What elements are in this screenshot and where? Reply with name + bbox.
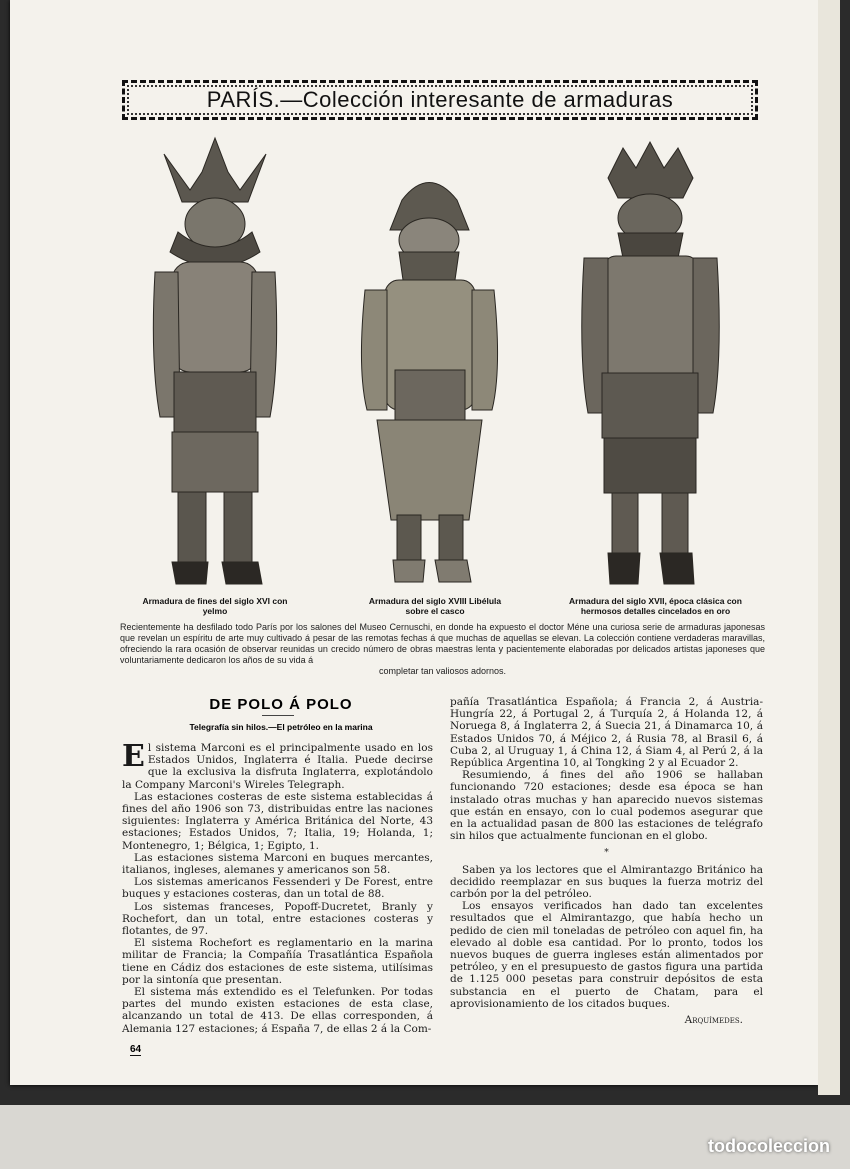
page-number: 64 — [130, 1044, 142, 1055]
next-page-edge — [818, 0, 840, 1095]
page-title: PARÍS.—Colección interesante de armaduras — [206, 87, 674, 112]
paragraph: Los ensayos verificados han dado tan excelentes resultados que el Almirantazgo, que había hecho un pedido de cien mil toneladas de petróleo con aquel fin, ha elevado al doble esa cantidad. Por lo pronto, todos los nuevos buques de guerra ingleses están alimentados por petróleo, y en el presupuesto de gastos figura una partida de 1.125 000 pesetas para construir depósitos de esta substancia en el puerto de Chatam, para el aprovisionamiento de los citados buques. — [450, 900, 763, 1010]
title-ornament — [262, 715, 294, 719]
samurai-armor-icon — [582, 142, 720, 584]
paragraph: Resumiendo, á fines del año 1906 se hallaban funcionando 720 estaciones; desde esa época se han instalado otras muchas y han aparecido nuevos sistemas que están en ensayo, con lo cual podemos asegurar que en la actualidad pasan de 800 las estaciones de telégrafo sin hilos que actualmente funcionan en el globo. — [450, 769, 763, 843]
armor-figure-2 — [357, 170, 502, 590]
armor-figure-3 — [578, 138, 723, 588]
paragraph: Las estaciones costeras de este sistema establecidas á fines del año 1906 son 73, distribuidas entre las naciones siguientes: Inglaterra y América Británica del Norte, 43 estaciones; Estados Unidos, 7; Italia, 19; Holanda, 1; Montenegro, 1; Bélgica, 1; Egipto, 1. — [122, 790, 433, 852]
paragraph: El sistema Marconi es el principalmente usado en los Estados Unidos, Inglaterra é Italia. Puede decirse que la exclusiva la disfruta Inglaterra, explotándolo la Company Marconi's Wireles Telegraph. — [122, 739, 433, 791]
samurai-armor-icon — [361, 183, 497, 583]
paragraph: pañía Trasatlántica Española; á Francia 2, á Austria-Hungría 22, á Portugal 2, á Turquía 2, á Holanda 12, á Noruega 8, á Inglaterra 2, á Suecia 21, á Dinamarca 10, á Estados Unidos 70, á Méjico 2, á Rusia 78, al Brasil 6, á Cuba 2, al Uruguay 1, á China 12, á Siam 4, al Perú 2, á la República Argentina 10, al Tongking 2 y al Ecuador 2. — [450, 696, 763, 770]
intro-paragraph — [120, 622, 765, 677]
paragraph: El sistema Rochefort es reglamentario en la marina militar de Francia; la Compañía Trasatlántica Española tiene en Cádiz dos estaciones de este sistema, utilísimas por la sintonía que presentan. — [122, 937, 433, 986]
intro-body: Recientemente ha desfilado todo París por los salones del Museo Cernuschi, en donde ha expuesto el doctor Méne una curiosa serie de armaduras japonesas que revelan un espíritu de arte muy cultivado á pesar de las remotas fechas á que muchas de aquellas se elevan. La colección contiene verdaderas maravillas, ofreciendo la rara ocasión de observar reunidas un crecido número de obras maestras lenta y pacientemente elaboradas por delicados artistas japoneses que voluntariamente dedicaron los años de su vida á — [120, 622, 765, 665]
figure-caption-3: Armadura del siglo XVII, época clásica con hermosos detalles cincelados en oro — [569, 596, 742, 616]
article-column-left — [122, 739, 433, 1035]
watermark: todocoleccion — [707, 1136, 830, 1156]
paragraph: Las estaciones sistema Marconi en buques mercantes, italianos, ingleses, alemanes y americanos son 58. — [122, 851, 433, 877]
figure-caption-2: Armadura del siglo XVIII Libélula sobre el casco — [368, 596, 502, 616]
header-frame — [122, 80, 758, 120]
paragraph: El sistema más extendido es el Telefunken. Por todas partes del mundo existen estaciones de esta clase, alcanzando un total de 413. De ellas corresponden, á Alemania 127 estaciones; á España 7, de ellas 2 á la Com- — [122, 986, 433, 1035]
article-title: DE POLO Á POLO — [209, 696, 353, 713]
intro-last-line: completar tan valiosos adornos. — [378, 666, 507, 676]
paragraph: Los sistemas franceses, Popoff-Ducretet, Branly y Rochefort, dan un total, entre estaciones costeras y flotantes, de 97. — [122, 900, 433, 938]
paragraph: Los sistemas americanos Fessenderi y De Forest, entre buques y estaciones costeras, dan un total de 88. — [122, 876, 433, 901]
figure-caption-1: Armadura de fines del siglo XVI con yelmo — [142, 596, 288, 616]
section-separator: * — [604, 848, 609, 859]
drop-cap: E — [122, 739, 145, 774]
article-subtitle: Telegrafía sin hilos.—El petróleo en la marina — [189, 722, 373, 732]
samurai-armor-icon — [153, 138, 276, 584]
armor-figure-1 — [150, 132, 280, 587]
article-column-right — [450, 696, 763, 1026]
author-signature: Arquímedes. — [684, 1014, 743, 1027]
paragraph: Saben ya los lectores que el Almirantazgo Británico ha decidido reemplazar en sus buques la fuerza motriz del carbón por la del petróleo. — [450, 863, 763, 901]
